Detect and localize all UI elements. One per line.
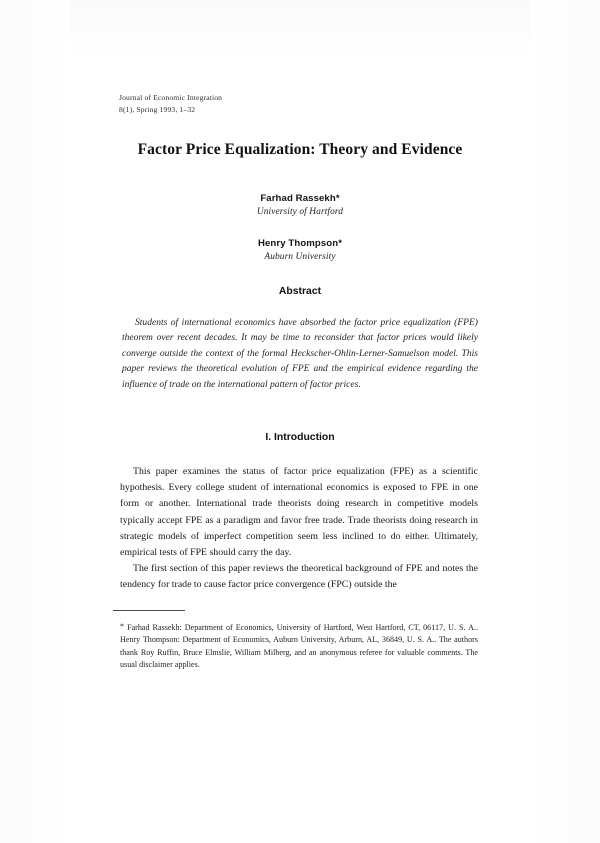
author-block-1	[60, 193, 540, 217]
author-affiliation-2: Auburn University	[264, 252, 336, 262]
author-affiliation-1: University of Hartford	[256, 207, 344, 217]
page-title: Factor Price Equalization: Theory and Evidence	[137, 141, 463, 158]
footnote-text: Farhad Rassekh: Department of Economics, University of Hartford, West Hartford, CT, 06117, U. S. A.. Henry Thompson: Department of Economics, Auburn University, Arburn, AL, 36849, U. S. A.. The authors thank Roy Ruffin, Bruce Elmslie, William Milberg, and an anonymous referee for valuable comments. The usual disclaimer applies.	[120, 623, 478, 669]
running-head	[119, 92, 222, 115]
paragraph: This paper examines the status of factor price equalization (FPE) as a scientific hypothesis. Every college student of international economics is exposed to FPE in one form or another. International trade theorists doing research in competitive models typically accept FPE as a paradigm and favor free trade. Trade theorists doing research in strategic models of imperfect competition seem less inclined to do either. Ultimately, empirical tests of FPE should carry the day.	[120, 466, 478, 559]
author-name-1: Farhad Rassekh*	[260, 193, 340, 204]
journal-name: Journal of Economic Integration	[119, 93, 223, 102]
abstract-text: Students of international economics have absorbed the factor price equalization (FPE) theorem over recent decades. It may be time to reconsider that factor prices would likely converge outside the context of the formal Heckscher-Ohlin-Lerner-Samuelson model. This paper reviews the theoretical evolution of FPE and the empirical evidence regarding the influence of trade on the international pattern of factor prices.	[122, 318, 478, 390]
footnote	[120, 621, 478, 671]
author-block-2	[60, 238, 540, 262]
abstract-heading: Abstract	[278, 286, 322, 297]
section-body-introduction	[120, 464, 478, 594]
footnote-marker: *	[120, 622, 125, 631]
journal-issue: 8(1), Spring 1993, 1–32	[119, 104, 196, 114]
author-name-2: Henry Thompson*	[257, 238, 343, 249]
paragraph: The first section of this paper reviews the theoretical background of FPE and notes the tendency for trade to cause factor price convergence (FPC) outside the	[120, 563, 478, 591]
footnote-separator-rule	[113, 610, 185, 611]
section-heading-introduction: I. Introduction	[265, 432, 335, 443]
